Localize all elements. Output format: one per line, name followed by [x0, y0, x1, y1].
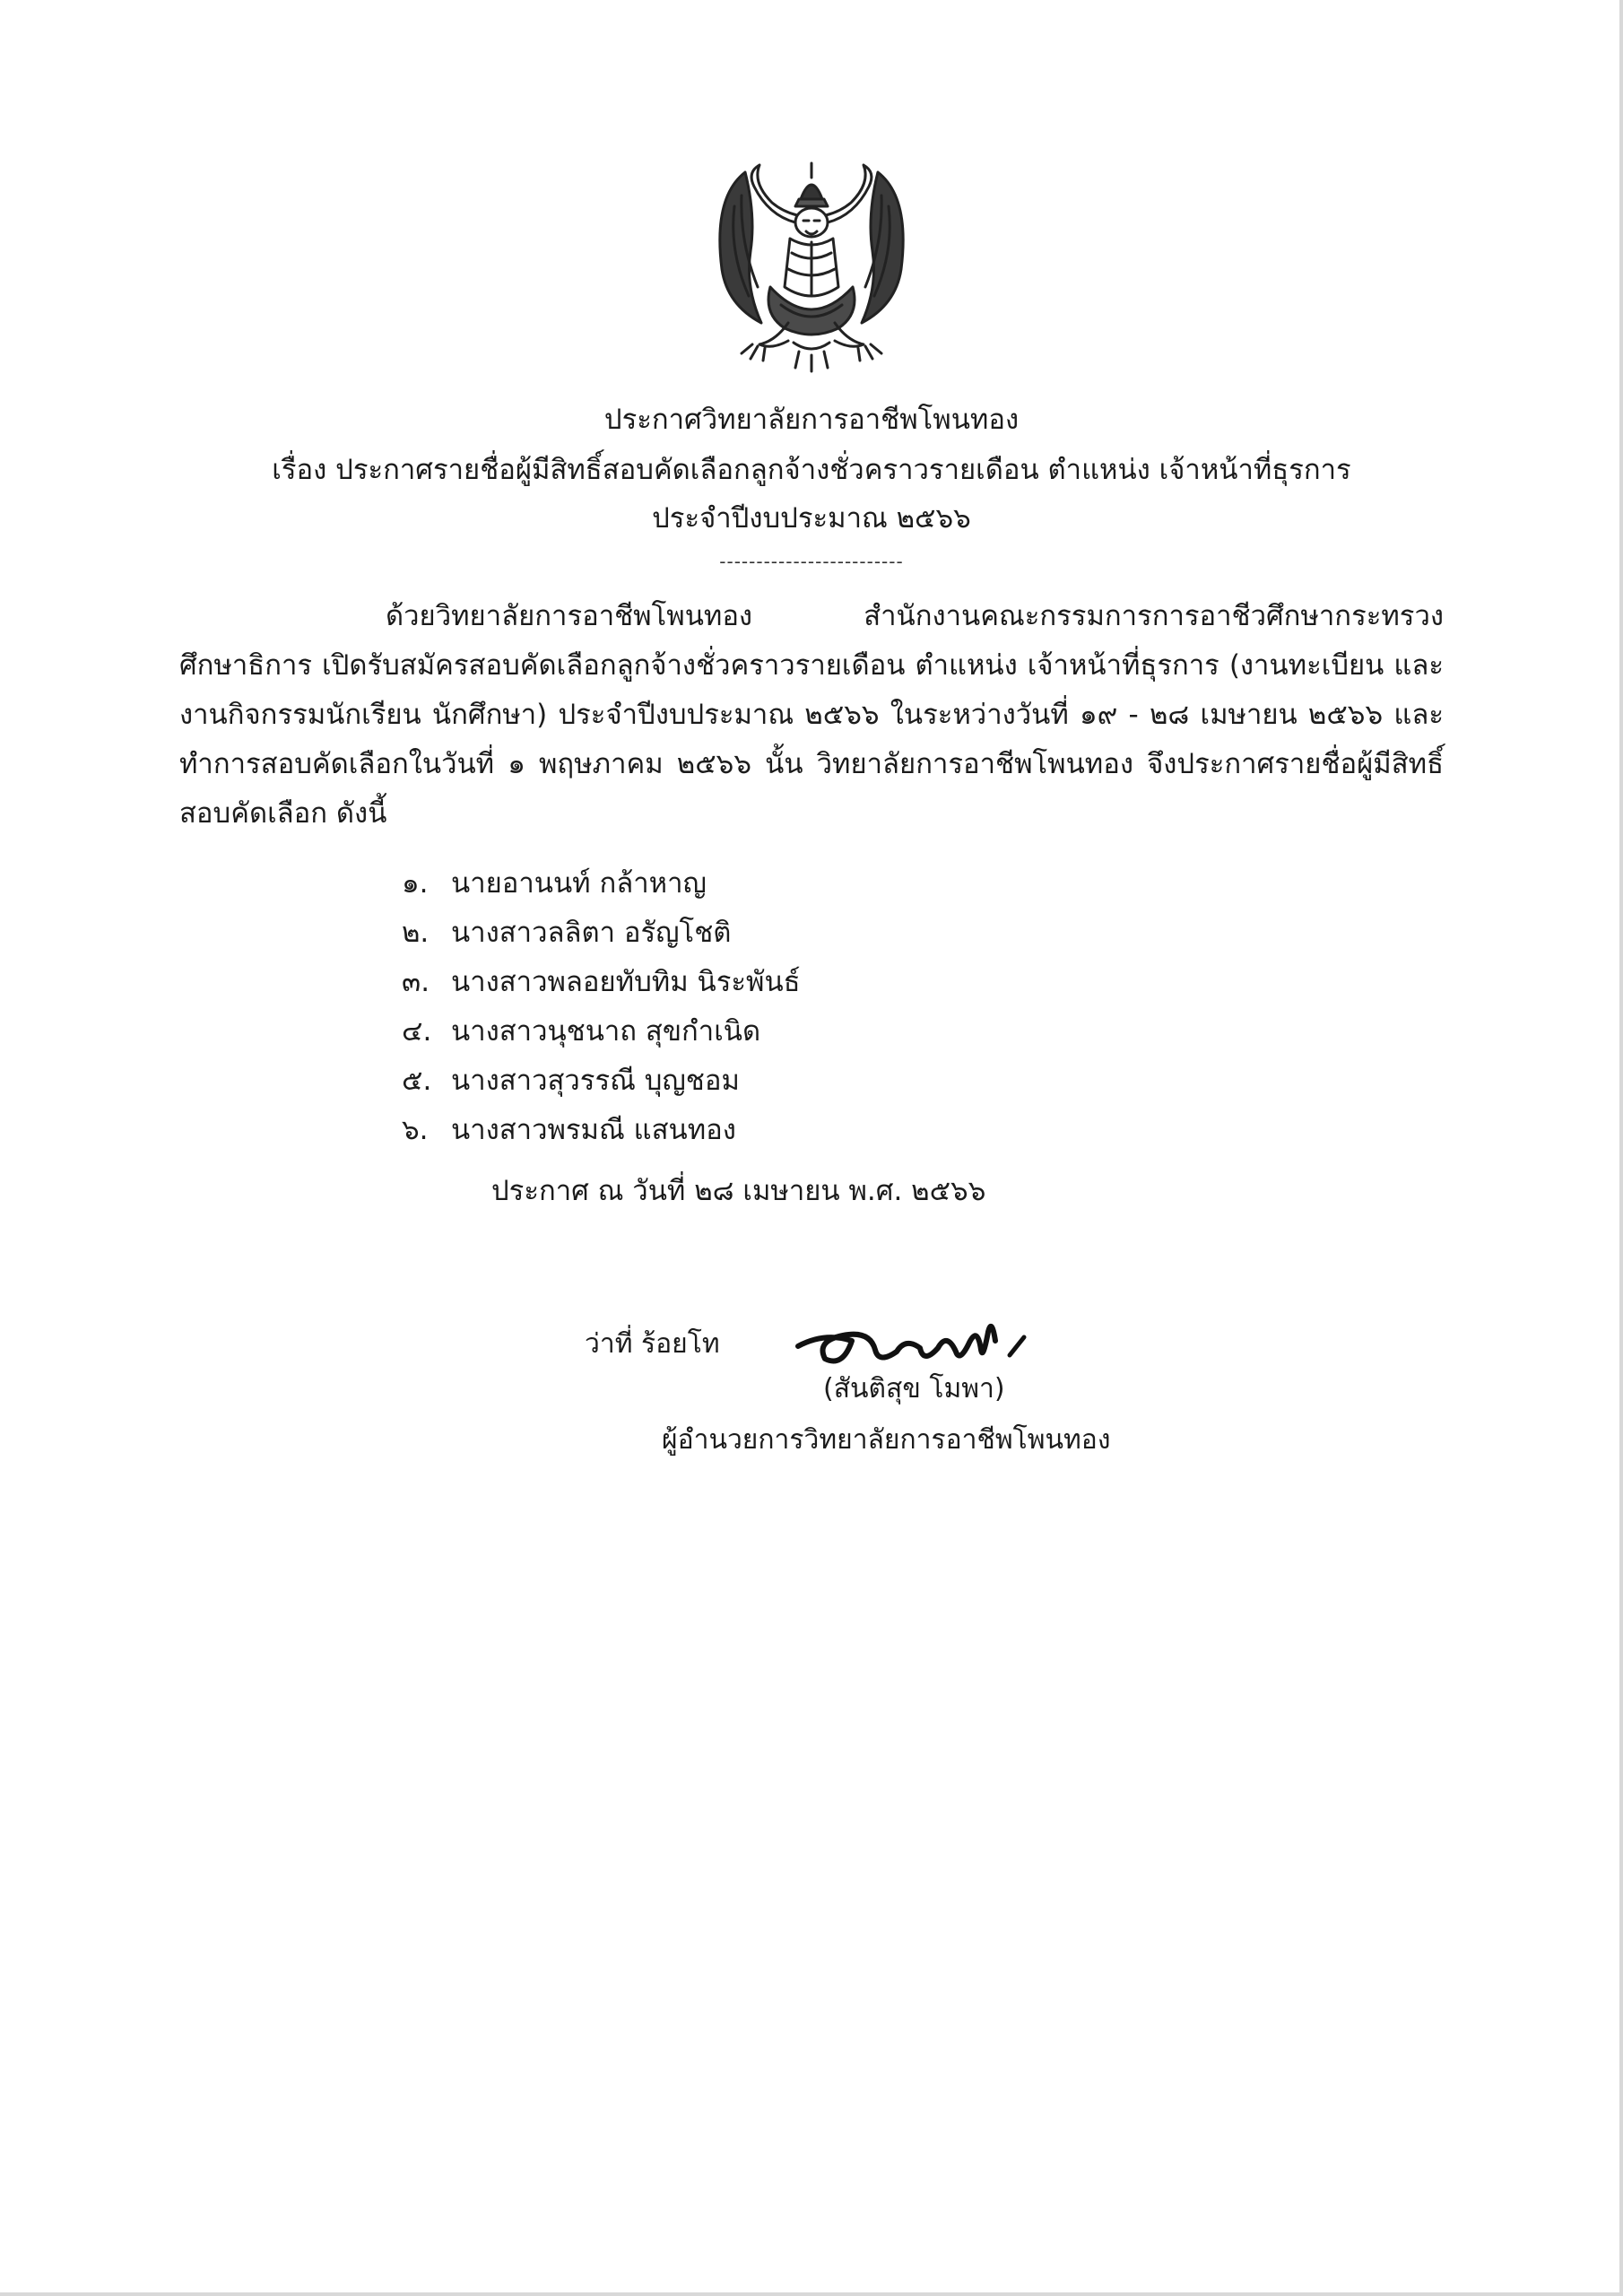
header-divider: -------------------------	[719, 551, 904, 572]
list-item-name: นางสาวลลิตา อรัญโชติ	[451, 917, 732, 949]
list-item-number: ๔.	[402, 1015, 432, 1048]
fiscal-year-line: ประจำปีงบประมาณ ๒๕๖๖	[652, 502, 971, 535]
list-item-number: ๒.	[402, 917, 430, 949]
list-item-name: นางสาวพรมณี แสนทอง	[451, 1114, 736, 1146]
handwritten-signature	[789, 1305, 1040, 1377]
announcement-date: ประกาศ ณ วันที่ ๒๘ เมษายน พ.ศ. ๒๕๖๖	[491, 1175, 986, 1207]
list-item-number: ๕.	[402, 1065, 432, 1097]
list-item	[402, 958, 801, 1007]
list-item-name: นางสาวนุชนาถ สุขกำเนิด	[451, 1015, 761, 1048]
list-item	[402, 1106, 801, 1155]
list-item-name: นางสาวพลอยทับทิม นิระพันธ์	[451, 966, 801, 998]
signer-rank: ว่าที่ ร้อยโท	[585, 1328, 720, 1360]
list-item	[402, 1007, 801, 1057]
list-item	[402, 1057, 801, 1106]
garuda-emblem-icon	[695, 152, 928, 377]
body-paragraph: ด้วยวิทยาลัยการอาชีพโพนทอง สำนักงานคณะกรรมการการอาชีวศึกษากระทรวงศึกษาธิการ เปิดรับสมัครสอบคัดเลือกลูกจ้างชั่วคราวรายเดือน ตำแหน่ง เจ้าหน้าที่ธุรการ (งานทะเบียน และงานกิจกรรมนักเรียน นักศึกษา) ประจำปีงบประมาณ ๒๕๖๖ ในระหว่างวันที่ ๑๙ - ๒๘ เมษายน ๒๕๖๖ และทำการสอบคัดเลือกในวันที่ ๑ พฤษภาคม ๒๕๖๖ นั้น วิทยาลัยการอาชีพโพนทอง จึงประกาศรายชื่อผู้มีสิทธิ์สอบคัดเลือก ดังนี้	[179, 600, 1444, 830]
list-item-name: นายอานนท์ กล้าหาญ	[451, 867, 707, 900]
signer-name: (สันติสุข โมพา)	[823, 1373, 1005, 1405]
list-item-number: ๖.	[402, 1114, 429, 1146]
list-item-name: นางสาวสุวรรณี บุญชอม	[451, 1065, 740, 1097]
announcement-subject: เรื่อง ประกาศรายชื่อผู้มีสิทธิ์สอบคัดเลือกลูกจ้างชั่วคราวรายเดือน ตำแหน่ง เจ้าหน้าที่ธุรการ	[272, 454, 1351, 486]
announcement-title: ประกาศวิทยาลัยการอาชีพโพนทอง	[603, 404, 1020, 436]
list-item	[402, 859, 801, 909]
list-item-number: ๓.	[402, 966, 430, 998]
list-item	[402, 909, 801, 958]
list-item-number: ๑.	[402, 867, 429, 900]
signer-position: ผู้อำนวยการวิทยาลัยการอาชีพโพนทอง	[662, 1424, 1111, 1456]
candidate-list	[402, 859, 801, 1155]
